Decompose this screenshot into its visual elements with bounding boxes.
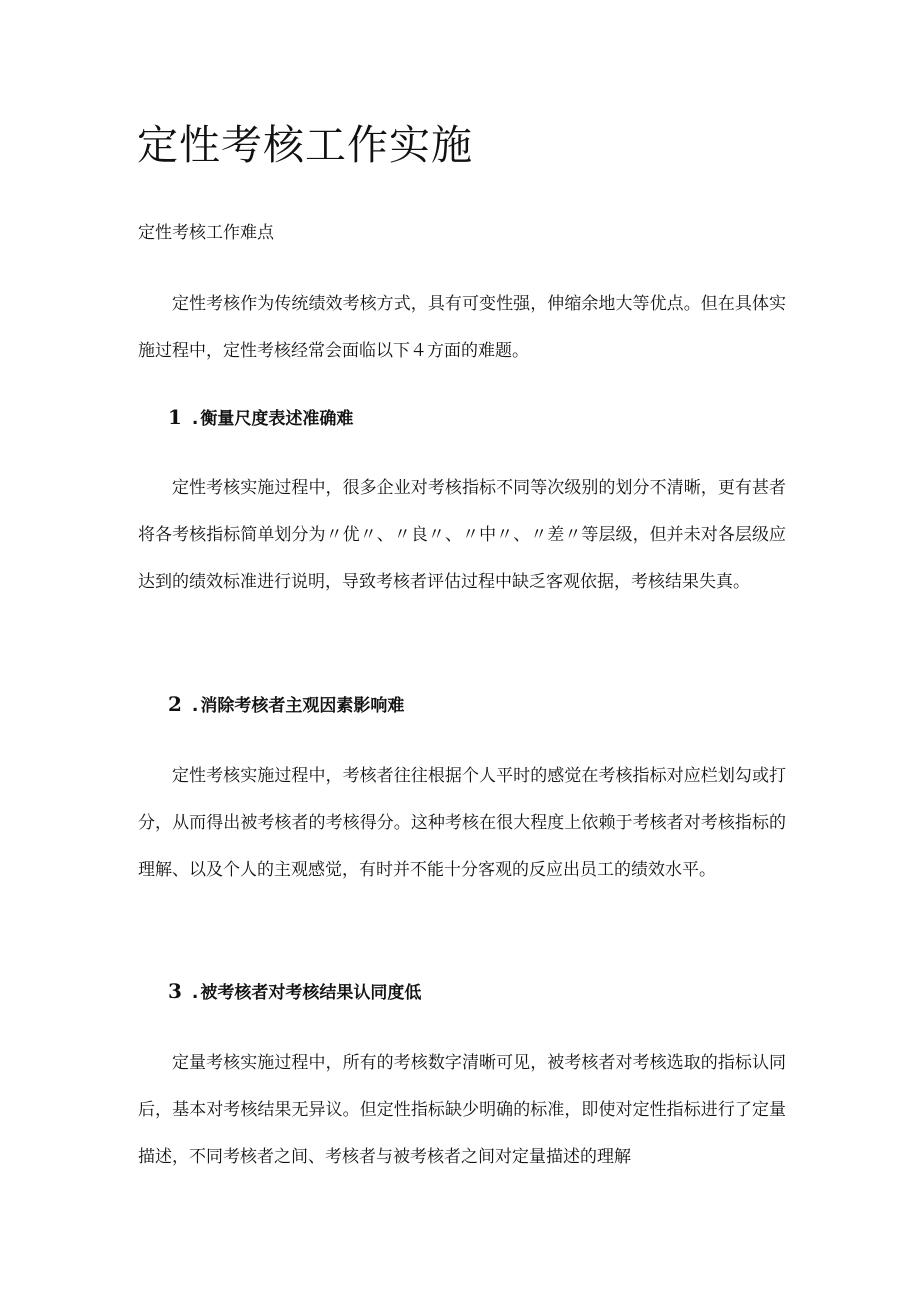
section-heading-text: 消除考核者主观因素影响难 — [200, 696, 405, 716]
section-heading-text: 衡量尺度表述准确难 — [200, 409, 354, 429]
section-number: 3 — [168, 979, 182, 1003]
section-heading-2 — [168, 691, 404, 719]
section-body-3: 定量考核实施过程中，所有的考核数字清晰可见，被考核者对考核选取的指标认同后，基本对考核结果无异议。但定性指标缺少明确的标准，即使对定性指标进行了定量描述，不同考核者之间、考核者与被考核者之间对定量描述的理解 — [138, 1053, 786, 1167]
section-heading-3 — [168, 978, 421, 1006]
document-title: 定性考核工作实施 — [137, 121, 473, 169]
section-body-1: 定性考核实施过程中，很多企业对考核指标不同等次级别的划分不清晰，更有甚者将各考核指标简单划分为〃优〃、〃良〃、〃中〃、〃差〃等层级，但并未对各层级应达到的绩效标准进行说明，导致考核者评估过程中缺乏客观依据，考核结果失真。 — [138, 478, 786, 592]
section-body-2: 定性考核实施过程中，考核者往往根据个人平时的感觉在考核指标对应栏划勾或打分，从而得出被考核者的考核得分。这种考核在很大程度上依赖于考核者对考核指标的理解、以及个人的主观感觉，有时并不能十分客观的反应出员工的绩效水平。 — [138, 766, 786, 880]
document-subtitle: 定性考核工作难点 — [138, 223, 274, 243]
section-separator: . — [191, 983, 199, 1003]
section-heading-1 — [168, 404, 353, 432]
section-separator: . — [191, 409, 199, 429]
section-number: 2 — [168, 692, 182, 716]
section-number: 1 — [168, 405, 182, 429]
intro-paragraph: 定性考核作为传统绩效考核方式，具有可变性强，伸缩余地大等优点。但在具体实施过程中，定性考核经常会面临以下４方面的难题。 — [138, 294, 786, 361]
section-heading-text: 被考核者对考核结果认同度低 — [200, 983, 422, 1003]
section-separator: . — [191, 696, 199, 716]
